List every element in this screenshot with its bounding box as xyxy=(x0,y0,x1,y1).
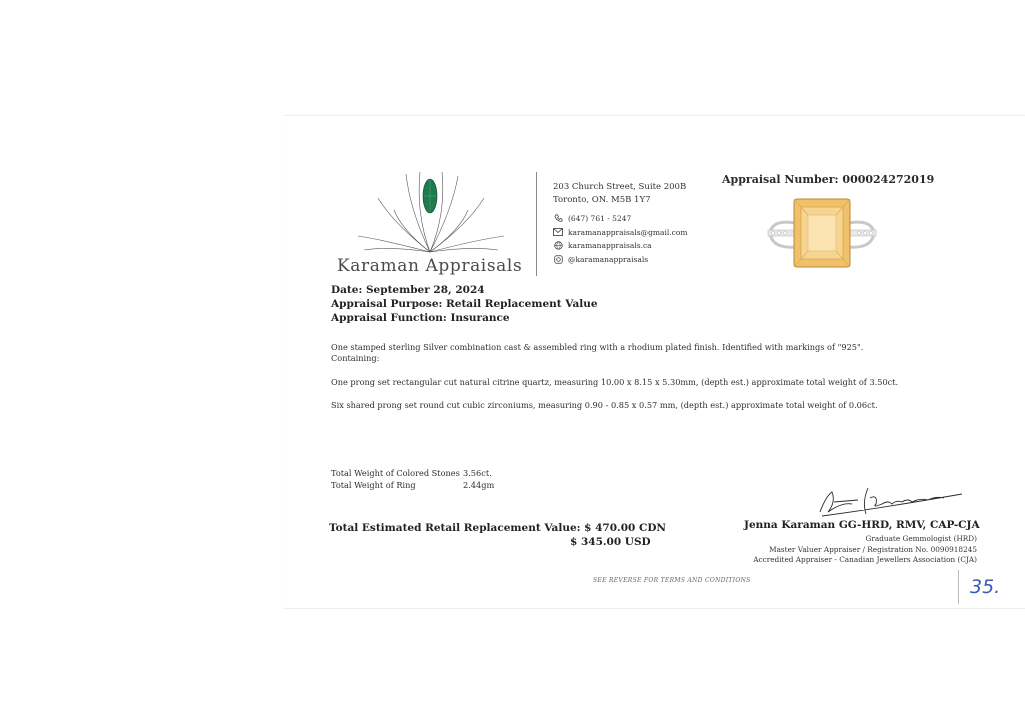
description-line1: One stamped sterling Silver combination cast & assembled ring with a rhodium plated finish. Identified with markings of "925". xyxy=(331,342,864,352)
page-number: 35. xyxy=(970,576,1001,598)
appraisal-function: Appraisal Function: Insurance xyxy=(331,312,510,324)
colored-stones-weight-label: Total Weight of Colored Stones xyxy=(331,468,460,478)
address-line2: Toronto, ON. M5B 1Y7 xyxy=(553,195,651,205)
phone-icon xyxy=(553,213,563,223)
mail-icon xyxy=(553,227,563,237)
contact-email xyxy=(553,227,687,237)
citrine-ring-photo xyxy=(762,193,882,271)
address-line1: 203 Church Street, Suite 200B xyxy=(553,182,687,192)
appraiser-credential-1: Graduate Gemmologist (HRD) xyxy=(865,534,977,543)
contact-phone xyxy=(553,213,631,223)
colored-stones-weight-value: 3.56ct. xyxy=(463,468,492,478)
ring-weight-label: Total Weight of Ring xyxy=(331,480,416,490)
terms-footer: SEE REVERSE FOR TERMS AND CONDITIONS xyxy=(593,577,751,584)
appraiser-name: Jenna Karaman GG-HRD, RMV, CAP-CJA xyxy=(744,519,980,531)
globe-icon xyxy=(553,240,563,250)
phone-text: (647) 761 - 5247 xyxy=(568,213,632,223)
leaf-gem-logo-icon xyxy=(350,170,510,260)
appraisal-number: Appraisal Number: 000024272019 xyxy=(722,173,935,186)
total-value-usd: $ 345.00 USD xyxy=(570,536,651,548)
website-text[interactable]: karamanappraisals.ca xyxy=(568,240,652,250)
appraisal-date: Date: September 28, 2024 xyxy=(331,284,485,296)
appraiser-signature xyxy=(812,482,972,520)
stone-description-cz: Six shared prong set round cut cubic zirconiums, measuring 0.90 - 0.85 x 0.57 mm, (depth est.) approximate total weight of 0.06ct. xyxy=(331,400,878,410)
instagram-text[interactable]: @karamanappraisals xyxy=(568,254,649,264)
page-divider xyxy=(958,570,959,604)
divider xyxy=(536,172,537,276)
ring-weight-value: 2.44gm xyxy=(463,480,495,490)
appraisal-purpose: Appraisal Purpose: Retail Replacement Value xyxy=(331,298,598,310)
description-line2: Containing: xyxy=(331,353,380,363)
stone-description-citrine: One prong set rectangular cut natural citrine quartz, measuring 10.00 x 8.15 x 5.30mm, (depth est.) approximate total weight of 3.50ct. xyxy=(331,377,899,387)
company-name: Karaman Appraisals xyxy=(337,256,523,276)
contact-instagram xyxy=(553,254,648,264)
contact-website xyxy=(553,240,652,250)
instagram-icon xyxy=(553,254,563,264)
email-text[interactable]: karamanappraisals@gmail.com xyxy=(568,227,688,237)
total-value-cdn: Total Estimated Retail Replacement Value: $ 470.00 CDN xyxy=(329,522,667,534)
appraiser-credential-2: Master Valuer Appraiser / Registration No. 0090918245 xyxy=(769,545,977,554)
appraiser-credential-3: Accredited Appraiser - Canadian Jewellers Association (CJA) xyxy=(753,555,977,564)
